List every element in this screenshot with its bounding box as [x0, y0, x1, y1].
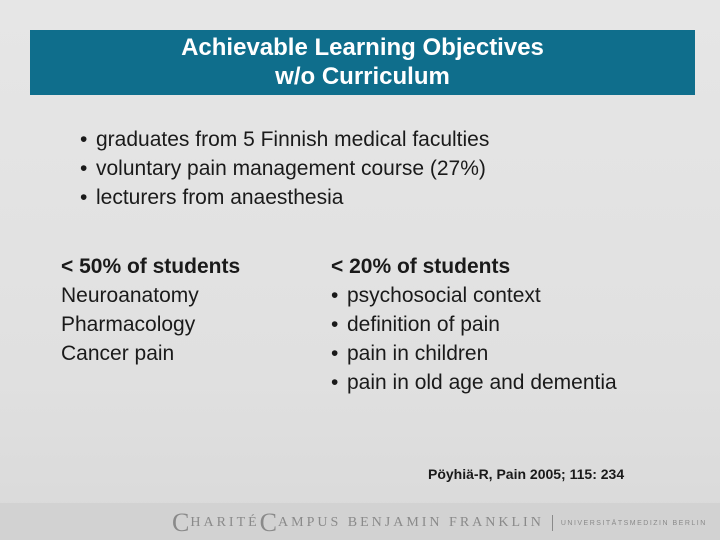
right-column-item: • definition of pain [331, 310, 617, 339]
right-column-item: • psychosocial context [331, 281, 617, 310]
right-column [331, 252, 617, 397]
right-column-heading: < 20% of students [331, 255, 511, 278]
title-line-1: Achievable Learning Objectives [181, 34, 544, 61]
intro-bullet-item: • graduates from 5 Finnish medical faculties [80, 125, 489, 154]
intro-bullet-list [80, 125, 489, 212]
logo-text-part1: HARITÉ [190, 515, 260, 530]
title-line-2: w/o Curriculum [275, 63, 450, 90]
logo-divider [552, 515, 553, 531]
slide-title [30, 30, 695, 95]
right-column-item: • pain in children [331, 339, 617, 368]
right-column-item: • pain in old age and dementia [331, 368, 617, 397]
bullet-icon: • [80, 157, 88, 180]
intro-bullet-item: • voluntary pain management course (27%) [80, 154, 489, 183]
left-column-item: Neuroanatomy [61, 284, 199, 307]
left-column-item: Cancer pain [61, 342, 175, 365]
bullet-icon: • [331, 342, 339, 365]
logo-subtitle: UNIVERSITÄTSMEDIZIN BERLIN [560, 519, 707, 527]
bullet-icon: • [331, 371, 339, 394]
bullet-icon: • [80, 128, 88, 151]
left-column-heading: < 50% of students [61, 255, 241, 278]
left-column-item: Pharmacology [61, 313, 196, 336]
bullet-icon: • [331, 284, 339, 307]
logo-c-icon: C [172, 508, 190, 537]
logo-text-part2: AMPUS BENJAMIN FRANKLIN [278, 515, 544, 530]
charite-logo [172, 508, 707, 537]
intro-bullet-item: • lecturers from anaesthesia [80, 183, 489, 212]
bullet-icon: • [80, 186, 88, 209]
bullet-icon: • [331, 313, 339, 336]
citation: Pöyhiä-R, Pain 2005; 115: 234 [428, 466, 625, 482]
logo-c-icon: C [259, 508, 278, 537]
left-column [61, 252, 240, 368]
